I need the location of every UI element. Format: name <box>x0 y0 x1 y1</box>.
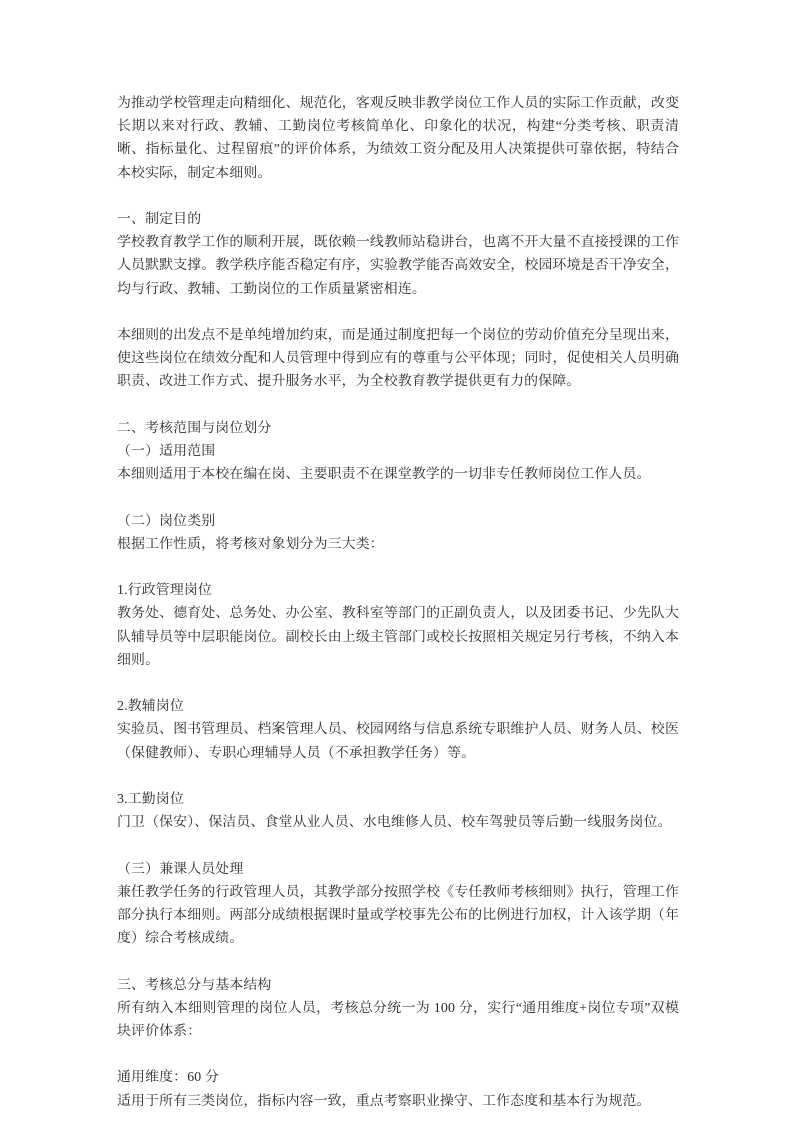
paragraph-gap <box>117 556 679 579</box>
subsection-heading-2-3: （三）兼课人员处理 <box>117 861 244 877</box>
paragraph-gap <box>117 950 679 973</box>
subsection-heading-2-2: （二）岗位类别 <box>117 513 216 529</box>
category-paragraph-1: 教务处、德育处、总务处、办公室、教科室等部门的正副负责人，以及团委书记、少先队大队辅导员等中层职能岗位。副校长由上级主管部门或校长按照相关规定另行考核，不纳入本细则。 <box>117 606 679 668</box>
section-1-paragraph-1: 学校教育教学工作的顺利开展，既依赖一线教师站稳讲台，也离不开大量不直接授课的工作人员默默支撑。教学秩序能否稳定有序，实验教学能否高效安全，校园环境是否干净安全，均与行政、教辅、工勤岗位的工作质量紧密相连。 <box>117 235 679 297</box>
paragraph-gap <box>117 301 679 324</box>
subsection-2-3-paragraph: 兼任教学任务的行政管理人员，其教学部分按照学校《专任教师考核细则》执行，管理工作部分执行本细则。两部分成绩根据课时量或学校事先公布的比例进行加权，计入该学期（年度）综合考核成绩。 <box>117 884 679 947</box>
category-label-1: 1.行政管理岗位 <box>117 583 212 599</box>
section-1-paragraph-2: 本细则的出发点不是单纯增加约束，而是通过制度把每一个岗位的劳动价值充分呈现出来，使这些岗位在绩效分配和人员管理中得到应有的尊重与公平体现；同时，促使相关人员明确职责、改进工作方式、提升服务水平，为全校教育教学提供更有力的保障。 <box>117 328 679 390</box>
section-3-item-label-1: 通用维度：60 分 <box>117 1070 220 1086</box>
paragraph-gap <box>117 834 679 857</box>
paragraph-gap <box>117 1043 679 1066</box>
section-heading-3: 三、考核总分与基本结构 <box>117 977 272 993</box>
preamble-paragraph: 为推动学校管理走向精细化、规范化，客观反映非教学岗位工作人员的实际工作贡献，改变长期以来对行政、教辅、工勤岗位考核简单化、印象化的状况，构建“分类考核、职责清晰、指标量化、过程留痕”的评价体系，为绩效工资分配及用人决策提供可靠依据，特结合本校实际，制定本细则。 <box>117 96 679 181</box>
paragraph-gap <box>117 765 679 788</box>
document-text-body <box>117 92 679 1113</box>
category-paragraph-3: 门卫（保安）、保洁员、食堂从业人员、水电维修人员、校车驾驶员等后勤一线服务岗位。 <box>117 815 672 831</box>
section-heading-1: 一、制定目的 <box>117 212 202 227</box>
subsection-heading-2-1: （一）适用范围 <box>117 444 216 459</box>
paragraph-gap <box>117 185 679 208</box>
paragraph-gap <box>117 486 679 509</box>
category-paragraph-2: 实验员、图书管理员、档案管理人员、校园网络与信息系统专职维护人员、财务人员、校医（保健教师）、专职心理辅导人员（不承担教学任务）等。 <box>117 722 679 761</box>
subsection-2-1-paragraph: 本细则适用于本校在编在岗、主要职责不在课堂教学的一切非专任教师岗位工作人员。 <box>117 467 651 483</box>
category-label-3: 3.工勤岗位 <box>117 791 184 807</box>
section-3-item-paragraph-1: 适用于所有三类岗位，指标内容一致，重点考察职业操守、工作态度和基本行为规范。 <box>117 1093 651 1109</box>
paragraph-gap <box>117 394 679 417</box>
section-3-paragraph: 所有纳入本细则管理的岗位人员，考核总分统一为 100 分，实行“通用维度+岗位专项”双模块评价体系： <box>117 1000 679 1039</box>
paragraph-gap <box>117 672 679 695</box>
section-heading-2: 二、考核范围与岗位划分 <box>117 420 272 436</box>
subsection-2-2-intro: 根据工作性质，将考核对象划分为三大类： <box>117 536 384 552</box>
category-label-2: 2.教辅岗位 <box>117 699 184 715</box>
